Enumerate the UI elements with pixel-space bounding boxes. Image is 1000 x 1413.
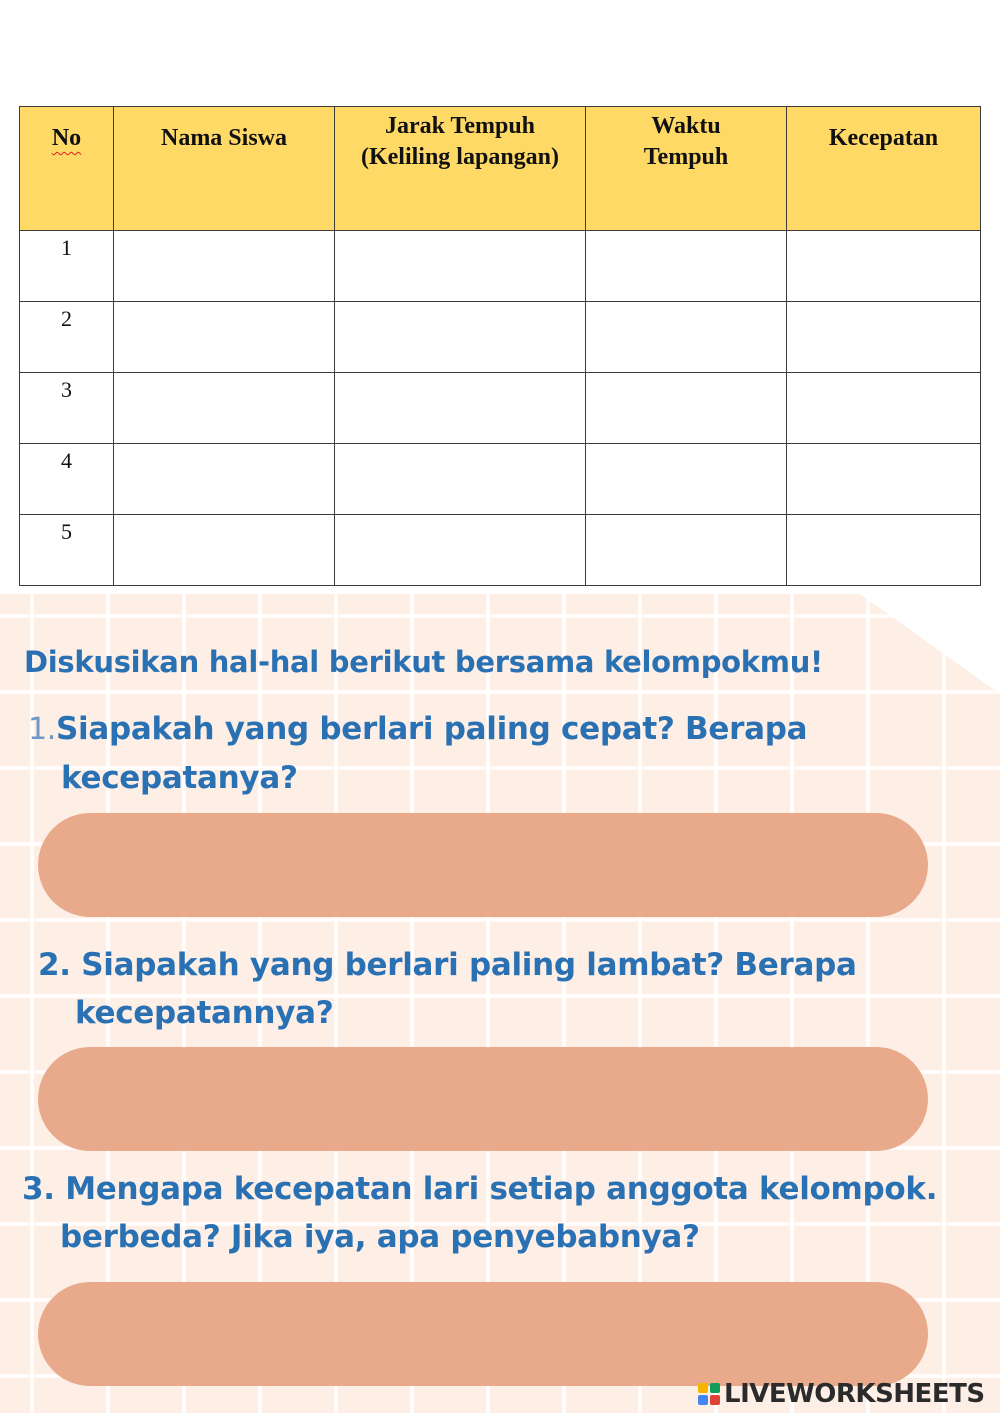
cell-kecepatan[interactable] [787,231,981,302]
row-number: 3 [20,373,114,444]
question-3-line1: 3. Mengapa kecepatan lari setiap anggota kelompok. [22,1171,938,1207]
table-row [20,373,981,444]
row-number: 4 [20,444,114,515]
cell-kecepatan[interactable] [787,373,981,444]
header-no-label: No [51,125,82,151]
header-jarak-tempuh [335,107,586,231]
row-number: 2 [20,302,114,373]
question-2 [38,941,857,1037]
cell-kecepatan[interactable] [787,515,981,586]
cell-waktu-tempuh[interactable] [586,231,787,302]
table-row [20,444,981,515]
cell-jarak-tempuh[interactable] [335,515,586,586]
cell-nama-siswa[interactable] [114,444,335,515]
cell-waktu-tempuh[interactable] [586,373,787,444]
header-waktu-line1: Waktu [651,113,721,139]
answer-box-3[interactable] [38,1282,928,1386]
table-header-row [20,107,981,231]
question-1 [28,705,807,802]
cell-jarak-tempuh[interactable] [335,302,586,373]
question-1-number: 1. [28,712,57,747]
question-3 [22,1165,937,1261]
cell-nama-siswa[interactable] [114,373,335,444]
header-waktu-line2: Tempuh [643,144,729,170]
cell-nama-siswa[interactable] [114,231,335,302]
header-kecepatan: Kecepatan [787,107,981,231]
liveworksheets-logo-icon [698,1383,720,1405]
cell-kecepatan[interactable] [787,302,981,373]
cell-kecepatan[interactable] [787,444,981,515]
row-number: 5 [20,515,114,586]
answer-box-1[interactable] [38,813,928,917]
table-row [20,231,981,302]
cell-jarak-tempuh[interactable] [335,444,586,515]
header-no [20,107,114,231]
cell-waktu-tempuh[interactable] [586,444,787,515]
question-3-line2: berbeda? Jika iya, apa penyebabnya? [60,1219,700,1255]
cell-nama-siswa[interactable] [114,515,335,586]
row-number: 1 [20,231,114,302]
header-nama-siswa: Nama Siswa [114,107,335,231]
answer-box-2[interactable] [38,1047,928,1151]
discussion-title: Diskusikan hal-hal berikut bersama kelompokmu! [24,645,823,679]
question-1-text: Siapakah yang berlari paling cepat? Berapa [56,711,808,747]
cell-jarak-tempuh[interactable] [335,373,586,444]
cell-nama-siswa[interactable] [114,302,335,373]
question-2-line1: 2. Siapakah yang berlari paling lambat? Berapa [38,947,857,983]
question-1-line1 [28,705,807,754]
header-waktu-tempuh [586,107,787,231]
cell-jarak-tempuh[interactable] [335,231,586,302]
question-1-line2: kecepatanya? [61,760,298,796]
running-results-table [19,106,981,586]
question-2-line2: kecepatannya? [75,995,334,1031]
header-jarak-line2: (Keliling lapangan) [360,144,560,170]
cell-waktu-tempuh[interactable] [586,302,787,373]
liveworksheets-watermark [698,1378,985,1410]
header-jarak-line1: Jarak Tempuh [384,113,536,139]
table-row [20,302,981,373]
cell-waktu-tempuh[interactable] [586,515,787,586]
table-row [20,515,981,586]
liveworksheets-text: LIVEWORKSHEETS [724,1379,985,1409]
